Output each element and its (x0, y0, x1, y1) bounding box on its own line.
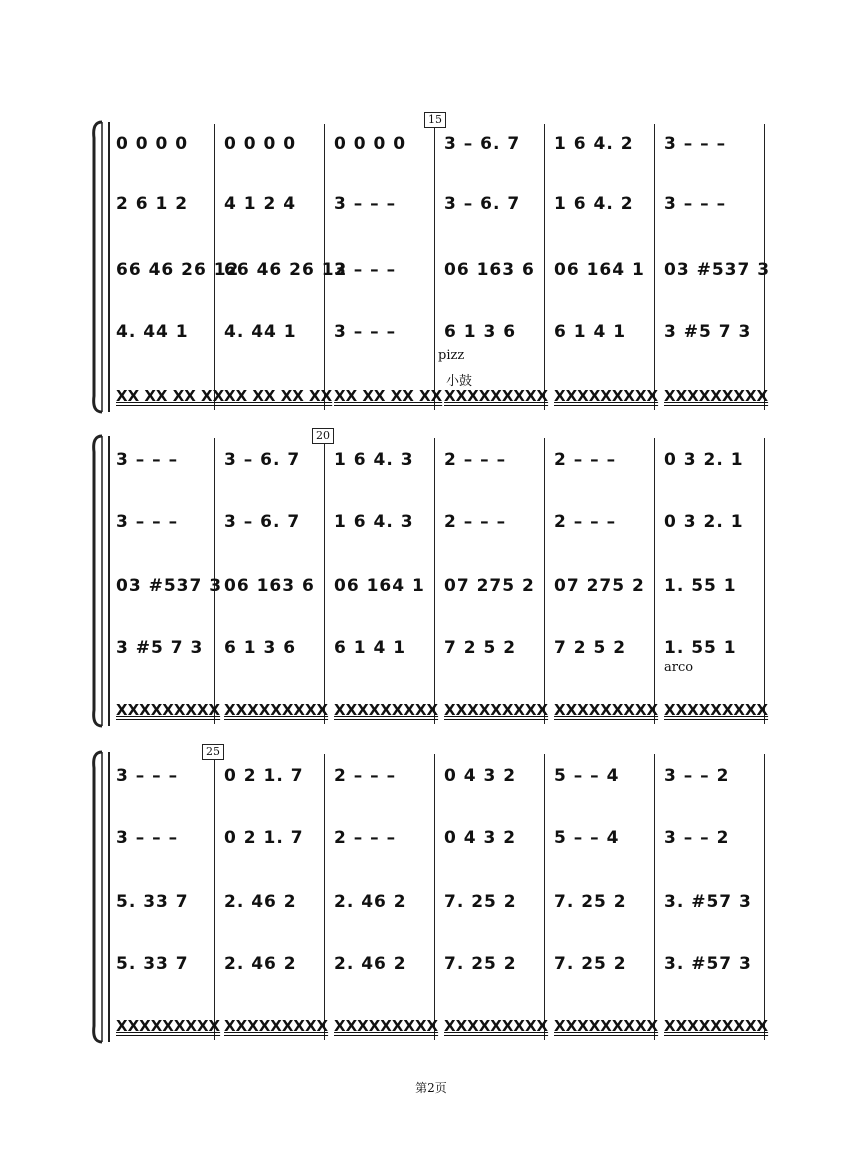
drum-annotation: 小鼓 (446, 374, 473, 389)
measure: 0 0 0 0 (334, 134, 407, 154)
rehearsal-mark: 25 (202, 744, 224, 760)
measure: 1. 55 1 (664, 638, 737, 658)
measure: 5 – – 4 (554, 766, 620, 786)
measure: 0 0 0 0 (224, 134, 297, 154)
pizz-annotation: pizz (438, 348, 465, 363)
measure: 2 – – – (444, 512, 507, 532)
staff-row-3 (110, 882, 770, 922)
measure: 2. 46 2 (334, 892, 407, 912)
measure: XX XX XX XX (334, 387, 443, 405)
measure: 1 6 4. 3 (334, 450, 414, 470)
measure: XXXXXXXXX (664, 1017, 769, 1035)
measure: 7. 25 2 (554, 954, 627, 974)
score-system-1 (90, 113, 771, 416)
measure: 6 1 3 6 (444, 322, 517, 342)
measure: 06 163 6 (444, 260, 535, 280)
page-number: 第2页 (415, 1081, 447, 1095)
measure: 6 1 4 1 (554, 322, 627, 342)
measure: XX XX XX XX (224, 387, 333, 405)
measure: 1 6 4. 2 (554, 134, 634, 154)
measure: XXXXXXXXX (444, 1017, 549, 1035)
measure: XXXXXXXXX (116, 701, 221, 719)
measure: 2. 46 2 (334, 954, 407, 974)
measure: 4 1 2 4 (224, 194, 297, 214)
measure: XXXXXXXXX (664, 387, 769, 405)
measure: 6 1 3 6 (224, 638, 297, 658)
measure: 3 – – – (334, 194, 397, 214)
measure: 2 – – – (554, 512, 617, 532)
system-bracket (90, 432, 106, 730)
measure: XXXXXXXXX (554, 387, 659, 405)
measure: 3 – – 2 (664, 828, 730, 848)
measure: 3. #57 3 (664, 892, 752, 912)
system-bracket (90, 748, 106, 1046)
measure: XXXXXXXXX (334, 1017, 439, 1035)
measure: 3 – – – (116, 450, 179, 470)
measure: 3 – 6. 7 (444, 134, 521, 154)
measure: 4. 44 1 (116, 322, 189, 342)
arco-annotation: arco (664, 660, 694, 675)
measure: 7. 25 2 (444, 892, 517, 912)
staff-row-1 (110, 756, 770, 796)
measure: XXXXXXXXX (116, 1017, 221, 1035)
measure: 2 – – – (554, 450, 617, 470)
measure: 0 2 1. 7 (224, 828, 304, 848)
measure: 3 – – – (116, 766, 179, 786)
rehearsal-mark: 15 (424, 112, 446, 128)
measure: XXXXXXXXX (664, 701, 769, 719)
measure: 2. 46 2 (224, 954, 297, 974)
staff-row-2 (110, 184, 770, 224)
measure: 2 – – – (334, 766, 397, 786)
measure: XXXXXXXXX (224, 1017, 329, 1035)
measure: XXXXXXXXX (444, 701, 549, 719)
score-system-2 (90, 429, 770, 730)
measure: 3 – 6. 7 (224, 450, 301, 470)
measure: 0 0 0 0 (116, 134, 189, 154)
staff-row-2 (110, 818, 770, 858)
measure: 7. 25 2 (554, 892, 627, 912)
measure: 6 1 4 1 (334, 638, 407, 658)
measure: 06 163 6 (224, 576, 315, 596)
measure: 5. 33 7 (116, 892, 189, 912)
measure: 0 2 1. 7 (224, 766, 304, 786)
measure: 0 3 2. 1 (664, 450, 744, 470)
measure: 3 – – – (116, 512, 179, 532)
measure: 2 6 1 2 (116, 194, 189, 214)
measure: 07 275 2 (554, 576, 645, 596)
measure: XXXXXXXXX (224, 701, 329, 719)
measure: 5. 33 7 (116, 954, 189, 974)
measure: 5 – – 4 (554, 828, 620, 848)
percussion-row (110, 690, 770, 730)
rehearsal-mark: 20 (312, 428, 334, 444)
measure: 2 – – – (444, 450, 507, 470)
measure: 06 164 1 (334, 576, 425, 596)
staff-row-3 (110, 250, 770, 290)
measure: XXXXXXXXX (444, 387, 549, 405)
measure: 3 – – – (664, 134, 727, 154)
measure: 3 – – – (334, 260, 397, 280)
measure: XXXXXXXXX (334, 701, 439, 719)
measure: 3. #57 3 (664, 954, 752, 974)
measure: 3 #5 7 3 (664, 322, 752, 342)
measure: 3 – – 2 (664, 766, 730, 786)
measure: 07 275 2 (444, 576, 535, 596)
measure: 7. 25 2 (444, 954, 517, 974)
staff-row-4 (110, 944, 770, 984)
measure: 1. 55 1 (664, 576, 737, 596)
staff-row-1 (110, 440, 770, 480)
measure: 1 6 4. 2 (554, 194, 634, 214)
measure: 7 2 5 2 (554, 638, 627, 658)
percussion-row (110, 1006, 770, 1046)
measure: 1 6 4. 3 (334, 512, 414, 532)
measure: 03 #537 3 (664, 260, 771, 280)
measure: 3 #5 7 3 (116, 638, 204, 658)
staff-row-3 (110, 566, 770, 606)
measure: 0 4 3 2 (444, 766, 517, 786)
measure: 3 – 6. 7 (444, 194, 521, 214)
measure: 4. 44 1 (224, 322, 297, 342)
measure: XXXXXXXXX (554, 1017, 659, 1035)
score-system-3 (90, 745, 770, 1046)
measure: 3 – – – (334, 322, 397, 342)
staff-row-2 (110, 502, 770, 542)
system-bracket (90, 118, 106, 416)
measure: 3 – – – (116, 828, 179, 848)
staff-row-4 (110, 312, 770, 352)
measure: 0 3 2. 1 (664, 512, 744, 532)
measure: 3 – – – (664, 194, 727, 214)
measure: XXXXXXXXX (554, 701, 659, 719)
measure: 03 #537 3 (116, 576, 223, 596)
measure: 0 4 3 2 (444, 828, 517, 848)
measure: 06 164 1 (554, 260, 645, 280)
measure: 66 46 26 12 (224, 260, 348, 280)
staff-row-1 (110, 124, 770, 164)
measure: 2. 46 2 (224, 892, 297, 912)
measure: 2 – – – (334, 828, 397, 848)
percussion-row (110, 376, 770, 416)
measure: 7 2 5 2 (444, 638, 517, 658)
measure: XX XX XX XX (116, 387, 225, 405)
measure: 66 46 26 12 (116, 260, 240, 280)
measure: 3 – 6. 7 (224, 512, 301, 532)
